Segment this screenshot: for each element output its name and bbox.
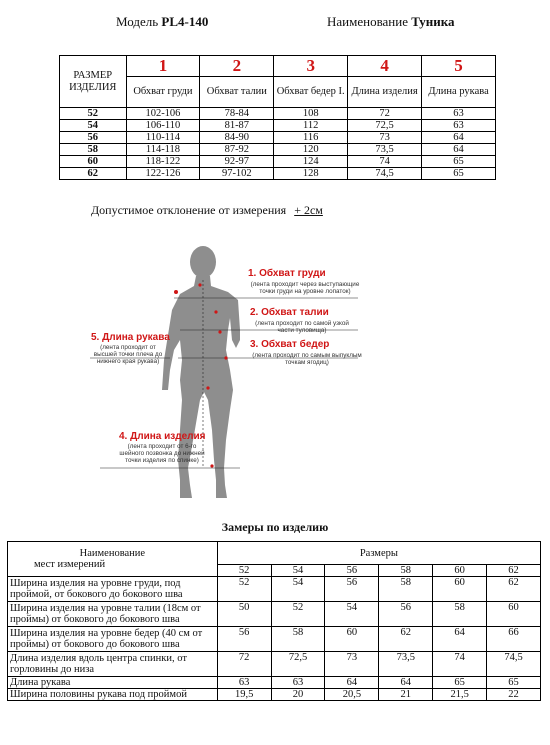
table-cell: 64	[422, 144, 496, 156]
annotation-waist-desc-line2: части туловища)	[277, 327, 327, 334]
table-cell: 56	[217, 627, 271, 652]
table-cell: 124	[274, 156, 348, 168]
table-cell: 63	[217, 677, 271, 689]
table-cell: 63	[271, 677, 325, 689]
table-cell: 64	[422, 132, 496, 144]
table-row	[60, 108, 496, 120]
annotation-length-desc	[110, 443, 214, 464]
column-label-5: Длина рукава	[422, 77, 496, 108]
column-number-2: 2	[200, 56, 274, 77]
table-cell: 60	[325, 627, 379, 652]
size-cell: 58	[60, 144, 127, 156]
table-cell: 19,5	[217, 689, 271, 701]
annotation-sleeve-title: 5. Длина рукава	[91, 332, 170, 343]
annotation-hips-desc-line1: (лента проходит по самым выпуклым	[252, 352, 362, 359]
table-cell: 22	[487, 689, 541, 701]
annotation-length-desc-line3: точки изделия по спинке)	[125, 457, 199, 464]
table-row	[8, 677, 541, 689]
table-cell: 74	[348, 156, 422, 168]
annotation-bust-desc	[250, 281, 360, 295]
table-cell: 72,5	[348, 120, 422, 132]
annotation-sleeve-desc-line3: нижнего края рукава)	[96, 358, 160, 365]
annotation-waist-desc-line1: (лента проходит по самой узкой	[255, 320, 349, 327]
table-cell: 114-118	[126, 144, 200, 156]
table-cell: 116	[274, 132, 348, 144]
table-row	[8, 627, 541, 652]
product-name-heading	[327, 14, 455, 30]
measurement-name: Длина изделия вдоль центра спинки, от горловины до низа	[8, 652, 218, 677]
table-row	[60, 120, 496, 132]
table-cell: 74	[433, 652, 487, 677]
annotation-bust-desc-line2: точки груди на уровне лопаток)	[259, 288, 351, 295]
column-label-3: Обхват бедер I.	[274, 77, 348, 108]
table-cell: 97-102	[200, 168, 274, 180]
table-cell: 65	[433, 677, 487, 689]
measurement-name: Ширина изделия на уровне бедер (40 см от проймы) от бокового до бокового шва	[8, 627, 218, 652]
table-cell: 56	[379, 602, 433, 627]
measurement-name: Ширина изделия на уровне талии (18см от проймы) от бокового до бокового шва	[8, 602, 218, 627]
table-cell: 72	[348, 108, 422, 120]
table-cell: 72,5	[271, 652, 325, 677]
size-cell: 52	[60, 108, 127, 120]
table-cell: 66	[487, 627, 541, 652]
table-cell: 63	[422, 120, 496, 132]
table-cell: 65	[487, 677, 541, 689]
table-cell: 64	[379, 677, 433, 689]
table-cell: 78-84	[200, 108, 274, 120]
table-cell: 54	[325, 602, 379, 627]
size-header-cell: 58	[379, 565, 433, 577]
table-cell: 112	[274, 120, 348, 132]
table-cell: 102-106	[126, 108, 200, 120]
column-number-5: 5	[422, 56, 496, 77]
tolerance-text: Допустимое отклонение от измерения	[91, 203, 287, 217]
annotation-bust-title: 1. Обхват груди	[248, 268, 326, 279]
table-cell: 63	[422, 108, 496, 120]
tolerance-value: + 2см	[294, 203, 323, 217]
column-number-1: 1	[126, 56, 200, 77]
column-number-4: 4	[348, 56, 422, 77]
table-cell: 64	[433, 627, 487, 652]
table-cell: 58	[271, 627, 325, 652]
table-cell: 108	[274, 108, 348, 120]
table-cell: 87-92	[200, 144, 274, 156]
annotation-hips-desc-line2: точкам ягодиц)	[285, 359, 329, 366]
size-cell: 62	[60, 168, 127, 180]
annotation-length-title: 4. Длина изделия	[119, 431, 206, 442]
table-cell: 20,5	[325, 689, 379, 701]
table-cell: 128	[274, 168, 348, 180]
annotation-waist-title: 2. Обхват талии	[250, 307, 329, 318]
column-label-1: Обхват груди	[126, 77, 200, 108]
table-cell: 21	[379, 689, 433, 701]
table-cell: 92-97	[200, 156, 274, 168]
table-row	[8, 602, 541, 627]
size-cell: 60	[60, 156, 127, 168]
size-header-cell: 62	[487, 565, 541, 577]
annotation-length-desc-line1: (лента проходит от 6-го	[127, 443, 197, 450]
table-row	[60, 156, 496, 168]
table-cell: 73,5	[379, 652, 433, 677]
name-value: Туника	[411, 14, 455, 29]
table-cell: 50	[217, 602, 271, 627]
table-cell: 73	[325, 652, 379, 677]
table-cell: 81-87	[200, 120, 274, 132]
table-cell: 62	[379, 627, 433, 652]
size-cell: 56	[60, 132, 127, 144]
table-cell: 62	[487, 577, 541, 602]
name-header-line1: Наименование	[79, 548, 146, 559]
garment-measurements-table	[7, 541, 541, 701]
table-cell: 110-114	[126, 132, 200, 144]
size-chart-table	[59, 55, 496, 180]
name-header-line2: мест измерений	[34, 559, 106, 570]
name-header	[8, 542, 218, 577]
table-cell: 60	[487, 602, 541, 627]
table-cell: 74,5	[348, 168, 422, 180]
annotation-sleeve-desc-line1: (лента проходит от	[100, 344, 156, 351]
annotation-waist-desc	[248, 320, 356, 334]
table-cell: 106-110	[126, 120, 200, 132]
size-cell: 54	[60, 120, 127, 132]
table-cell: 21,5	[433, 689, 487, 701]
table-cell: 52	[217, 577, 271, 602]
annotation-hips-desc	[248, 352, 366, 366]
measurement-name: Длина рукава	[8, 677, 218, 689]
table-row	[60, 144, 496, 156]
annotation-bust-desc-line1: (лента проходит через выступающие	[250, 281, 360, 288]
size-header-cell: 52	[217, 565, 271, 577]
table-cell: 72	[217, 652, 271, 677]
annotation-hips-title: 3. Обхват бедер	[250, 339, 330, 350]
table-cell: 122-126	[126, 168, 200, 180]
size-header-cell: 54	[271, 565, 325, 577]
size-column-header: РАЗМЕР ИЗДЕЛИЯ	[60, 56, 127, 108]
table-cell: 73	[348, 132, 422, 144]
table-cell: 65	[422, 168, 496, 180]
table-cell: 84-90	[200, 132, 274, 144]
model-heading	[116, 14, 208, 30]
table-cell: 60	[433, 577, 487, 602]
annotation-sleeve-desc	[82, 344, 174, 365]
name-label: Наименование	[327, 14, 412, 29]
table-cell: 65	[422, 156, 496, 168]
table-row	[60, 168, 496, 180]
model-label: Модель	[116, 14, 162, 29]
table-row	[60, 132, 496, 144]
size-header-cell: 56	[325, 565, 379, 577]
table-cell: 74,5	[487, 652, 541, 677]
model-value: PL4-140	[161, 14, 209, 29]
measurement-name: Ширина изделия на уровне груди, под проймой, от бокового до бокового шва	[8, 577, 218, 602]
tolerance-note	[91, 203, 323, 218]
table-cell: 54	[271, 577, 325, 602]
table-cell: 118-122	[126, 156, 200, 168]
table-cell: 64	[325, 677, 379, 689]
table-cell: 56	[325, 577, 379, 602]
column-number-3: 3	[274, 56, 348, 77]
measurement-name: Ширина половины рукава под проймой	[8, 689, 218, 701]
table-cell: 58	[379, 577, 433, 602]
column-label-4: Длина изделия	[348, 77, 422, 108]
table-cell: 120	[274, 144, 348, 156]
table-row	[8, 652, 541, 677]
table-cell: 20	[271, 689, 325, 701]
table-cell: 73,5	[348, 144, 422, 156]
sizes-header: Размеры	[217, 542, 540, 565]
table-cell: 58	[433, 602, 487, 627]
annotation-sleeve-desc-line2: высшей точки плеча до	[93, 351, 163, 358]
column-label-2: Обхват талии	[200, 77, 274, 108]
table-row	[8, 689, 541, 701]
table-cell: 52	[271, 602, 325, 627]
size-header-cell: 60	[433, 565, 487, 577]
table-row	[8, 577, 541, 602]
measurements-title: Замеры по изделию	[221, 520, 329, 534]
annotation-length-desc-line2: шейного позвонка до нижней	[119, 450, 205, 457]
